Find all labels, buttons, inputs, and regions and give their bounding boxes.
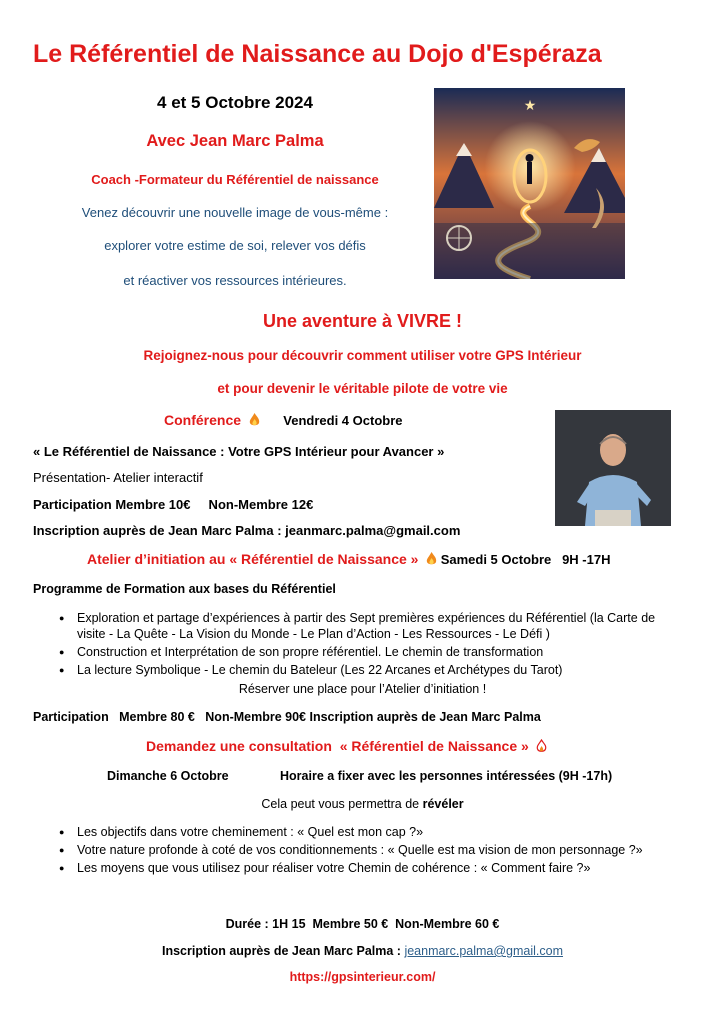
list-item: ● Votre nature profonde à coté de vos conditionnements : « Quelle est ma vision de mon personnage ?» — [33, 842, 673, 858]
list-item: ● Les objectifs dans votre cheminement : « Quel est mon cap ?» — [33, 824, 673, 840]
atelier-heading — [87, 551, 610, 567]
conference-heading — [164, 412, 402, 428]
flame-icon — [249, 413, 260, 427]
conference-subtitle: « Le Référentiel de Naissance : Votre GPS Intérieur pour Avancer » — [33, 444, 445, 459]
atelier-label: Atelier d’initiation au « Référentiel de Naissance » — [87, 551, 419, 567]
consultation-reveal-text: Cela peut vous permettra de — [261, 797, 423, 811]
list-item: ● Exploration et partage d’expériences à partir des Sept premières expériences du Référentiel (la Carte de visite - La Quête - La Vision du Monde - Le Plan d’Action - Les Ressources - Le Défi ) — [33, 610, 683, 642]
conference-date: Vendredi 4 Octobre — [283, 413, 403, 428]
flame-icon — [426, 552, 437, 566]
intro-line-2: explorer votre estime de soi, relever vos défis — [104, 238, 366, 253]
consultation-date: Dimanche 6 Octobre — [107, 769, 229, 783]
conference-inscription: Inscription auprès de Jean Marc Palma : jeanmarc.palma@gmail.com — [33, 523, 461, 538]
consultation-reveal-word: révéler — [422, 797, 464, 811]
speaker-role: Coach -Formateur du Référentiel de naissance — [91, 172, 379, 187]
consultation-inscription-text: Inscription auprès de Jean Marc Palma : — [161, 944, 405, 958]
svg-text:★: ★ — [523, 98, 537, 114]
adventure-heading: Une aventure à VIVRE ! — [262, 311, 463, 331]
website-link[interactable]: https://gpsinterieur.com/ — [289, 970, 436, 984]
list-item: ● Construction et Interprétation de son propre référentiel. Le chemin de transformation — [33, 644, 683, 660]
atelier-program-title: Programme de Formation aux bases du Référentiel — [33, 582, 336, 596]
consultation-hours: Horaire a fixer avec les personnes intéressées (9H -17h) — [280, 769, 613, 783]
join-line-2: et pour devenir le véritable pilote de votre vie — [217, 381, 508, 396]
speaker-photo — [555, 410, 671, 526]
speaker-name: Avec Jean Marc Palma — [146, 132, 324, 150]
consultation-heading — [146, 738, 547, 754]
consultation-duration: Durée : 1H 15 Membre 50 € Non-Membre 60 € — [225, 917, 500, 931]
event-dates: 4 et 5 Octobre 2024 — [157, 93, 313, 112]
list-item: ● La lecture Symbolique - Le chemin du Bateleur (Les 22 Arcanes et Archétypes du Tarot) — [33, 662, 683, 678]
list-item: ● Les moyens que vous utilisez pour réaliser votre Chemin de cohérence : « Comment faire ?» — [33, 860, 673, 876]
conference-format: Présentation- Atelier interactif — [33, 470, 203, 485]
join-line-1: Rejoignez-nous pour découvrir comment utiliser votre GPS Intérieur — [143, 348, 582, 363]
intro-line-1: Venez découvrir une nouvelle image de vous-même : — [81, 205, 389, 220]
intro-line-3: et réactiver vos ressources intérieures. — [123, 273, 347, 288]
flame-outline-icon — [536, 739, 547, 753]
atelier-reserve: Réserver une place pour l’Atelier d’initiation ! — [238, 682, 487, 696]
consultation-label: Demandez une consultation « Référentiel de Naissance » — [146, 738, 529, 754]
consultation-list — [33, 824, 673, 878]
atelier-participation: Participation Membre 80 € Non-Membre 90€ Inscription auprès de Jean Marc Palma — [33, 710, 541, 724]
consultation-inscription — [0, 944, 725, 958]
email-link[interactable]: jeanmarc.palma@gmail.com — [404, 944, 564, 958]
hero-illustration — [434, 88, 625, 279]
page-title: Le Référentiel de Naissance au Dojo d'Espéraza — [33, 40, 602, 68]
atelier-program-list — [33, 610, 683, 680]
conference-label: Conférence — [164, 412, 242, 428]
conference-participation: Participation Membre 10€ Non-Membre 12€ — [33, 497, 314, 512]
consultation-reveal — [0, 797, 725, 811]
atelier-date: Samedi 5 Octobre 9H -17H — [440, 552, 611, 567]
